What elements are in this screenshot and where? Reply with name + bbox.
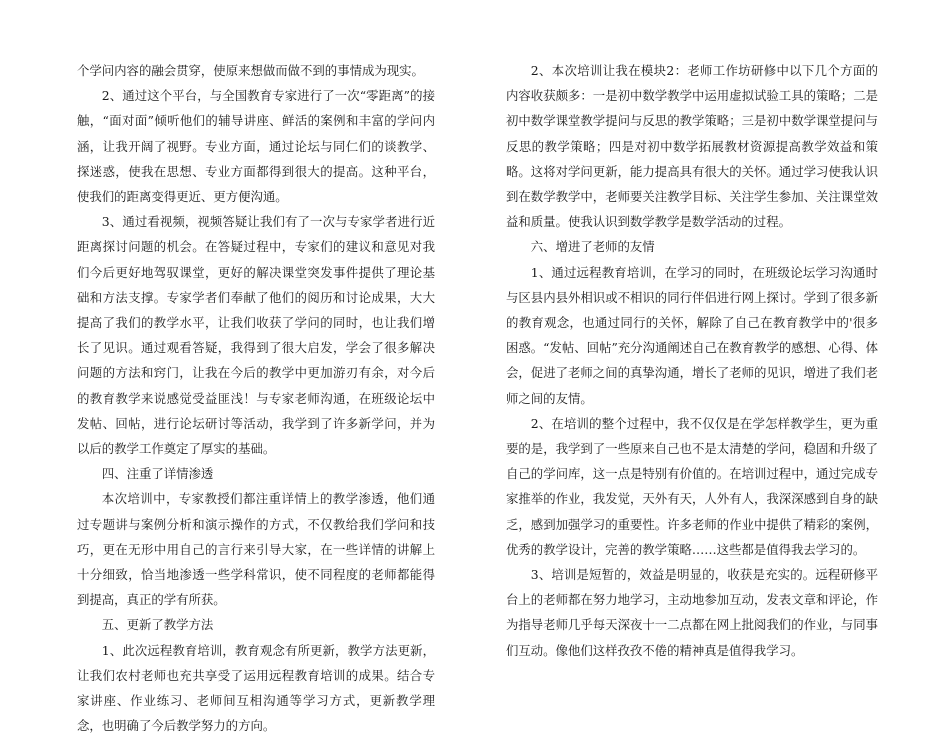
paragraph-friendship-1: 1、通过远程教育培训，在学习的同时，在班级论坛学习沟通时与区县内县外相识或不相识的同行伴侣进行网上探讨。学到了很多新的教育观念，也通过同行的关怀，解除了自己在教育教学中的'很多困惑。“发帖、回帖”充分沟通阐述自己在教育教学的感想、心得、体会，促进了老师之间的真挚沟通，增长了老师的见识，增进了我们老师之间的友情。 xyxy=(506,264,878,406)
section-heading-5: 五、更新了教学方法 xyxy=(101,617,214,633)
paragraph-continuation: 个学问内容的融会贯穿，使原来想做而做不到的事情成为现实。 xyxy=(77,63,424,78)
section-heading-6: 六、增进了老师的友情 xyxy=(530,239,655,255)
section-heading-4: 四、注重了详情渗透 xyxy=(101,466,214,482)
paragraph-friendship-3: 3、培训是短暂的，效益是明显的，收获是充实的。远程研修平台上的老师都在努力地学习，主动地参加互动，发表文章和评论，作为指导老师几乎每天深夜十一二点都在网上批阅我们的作业，与同事们互动。像他们这样孜孜不倦的精神真是值得我学习。 xyxy=(506,567,878,658)
paragraph-item-2: 2、通过这个平台，与全国教育专家进行了一次“零距离”的接触，“面对面”倾听他们的辅导讲座、鲜活的案例和丰富的学问内涵，让我开阔了视野。专业方面，通过论坛与同仁们的谈教学、探迷惑，使我在思想、专业方面都得到很大的提高。这种平台，使我们的距离变得更近、更方便沟通。 xyxy=(77,88,435,205)
paragraph-methods-2: 2、本次培训让我在模块2：老师工作坊研修中以下几个方面的内容收获颇多：一是初中数学教学中运用虚拟试验工具的策略；二是初中数学课堂教学提问与反思的教学策略；三是初中数学课堂提问与反思的教学策略；四是对初中数学拓展教材资源提高教学效益和策略。这将对学问更新，能力提高具有很大的关怀。通过学习使我认识到在数学教学中，老师要关注教学目标、关注学生参加、关注课堂效益和质量。使我认识到数学教学是数学活动的过程。 xyxy=(506,63,878,230)
paragraph-methods-1: 1、此次远程教育培训，教育观念有所更新，教学方法更新，让我们农村老师也充共享受了运用远程教育培训的成果。结合专家讲座、作业练习、老师间互相沟通等学习方式，更新教学理念，也明确了今后教学努力的方向。 xyxy=(77,642,435,734)
right-column xyxy=(506,58,878,663)
paragraph-friendship-2: 2、在培训的整个过程中，我不仅仅是在学怎样教学生，更为重要的是，我学到了一些原来自己也不是太清楚的学问，稳固和升级了自己的学问库，这一点是特别有价值的。在培训过程中，通过完成专家推举的作业，我发觉，天外有天，人外有人，我深深感到自身的缺乏，感到加强学习的重要性。许多老师的作业中提供了精彩的案例，优秀的教学设计，完善的教学策略……这些都是值得我去学习的。 xyxy=(506,415,878,557)
left-column xyxy=(77,58,435,738)
paragraph-item-3: 3、通过看视频，视频答疑让我们有了一次与专家学者进行近距离探讨问题的机会。在答疑过程中，专家们的建议和意见对我们今后更好地驾驭课堂，更好的解决课堂突发事件提供了理论基础和方法支撑。专家学者们奉献了他们的阅历和讨论成果，大大提高了我们的教学水平，让我们收获了学问的同时，也让我们增长了见识。通过观看答疑，我得到了很大启发，学会了很多解决问题的方法和窍门，让我在今后的教学中更加游刃有余，对今后的教育教学来说感觉受益匪浅！与专家老师沟通，在班级论坛中发帖、回帖，进行论坛研讨等活动，我学到了许多新学问，并为以后的教学工作奠定了厚实的基础。 xyxy=(77,214,435,457)
paragraph-detail: 本次培训中，专家教授们都注重详情上的教学渗透，他们通过专题讲与案例分析和演示操作的方式，不仅教给我们学问和技巧，更在无形中用自己的言行来引导大家，在一些详情的讲解上十分细致，恰当地渗透一些学科常识，使不同程度的老师都能得到提高，真正的学有所获。 xyxy=(77,491,435,608)
